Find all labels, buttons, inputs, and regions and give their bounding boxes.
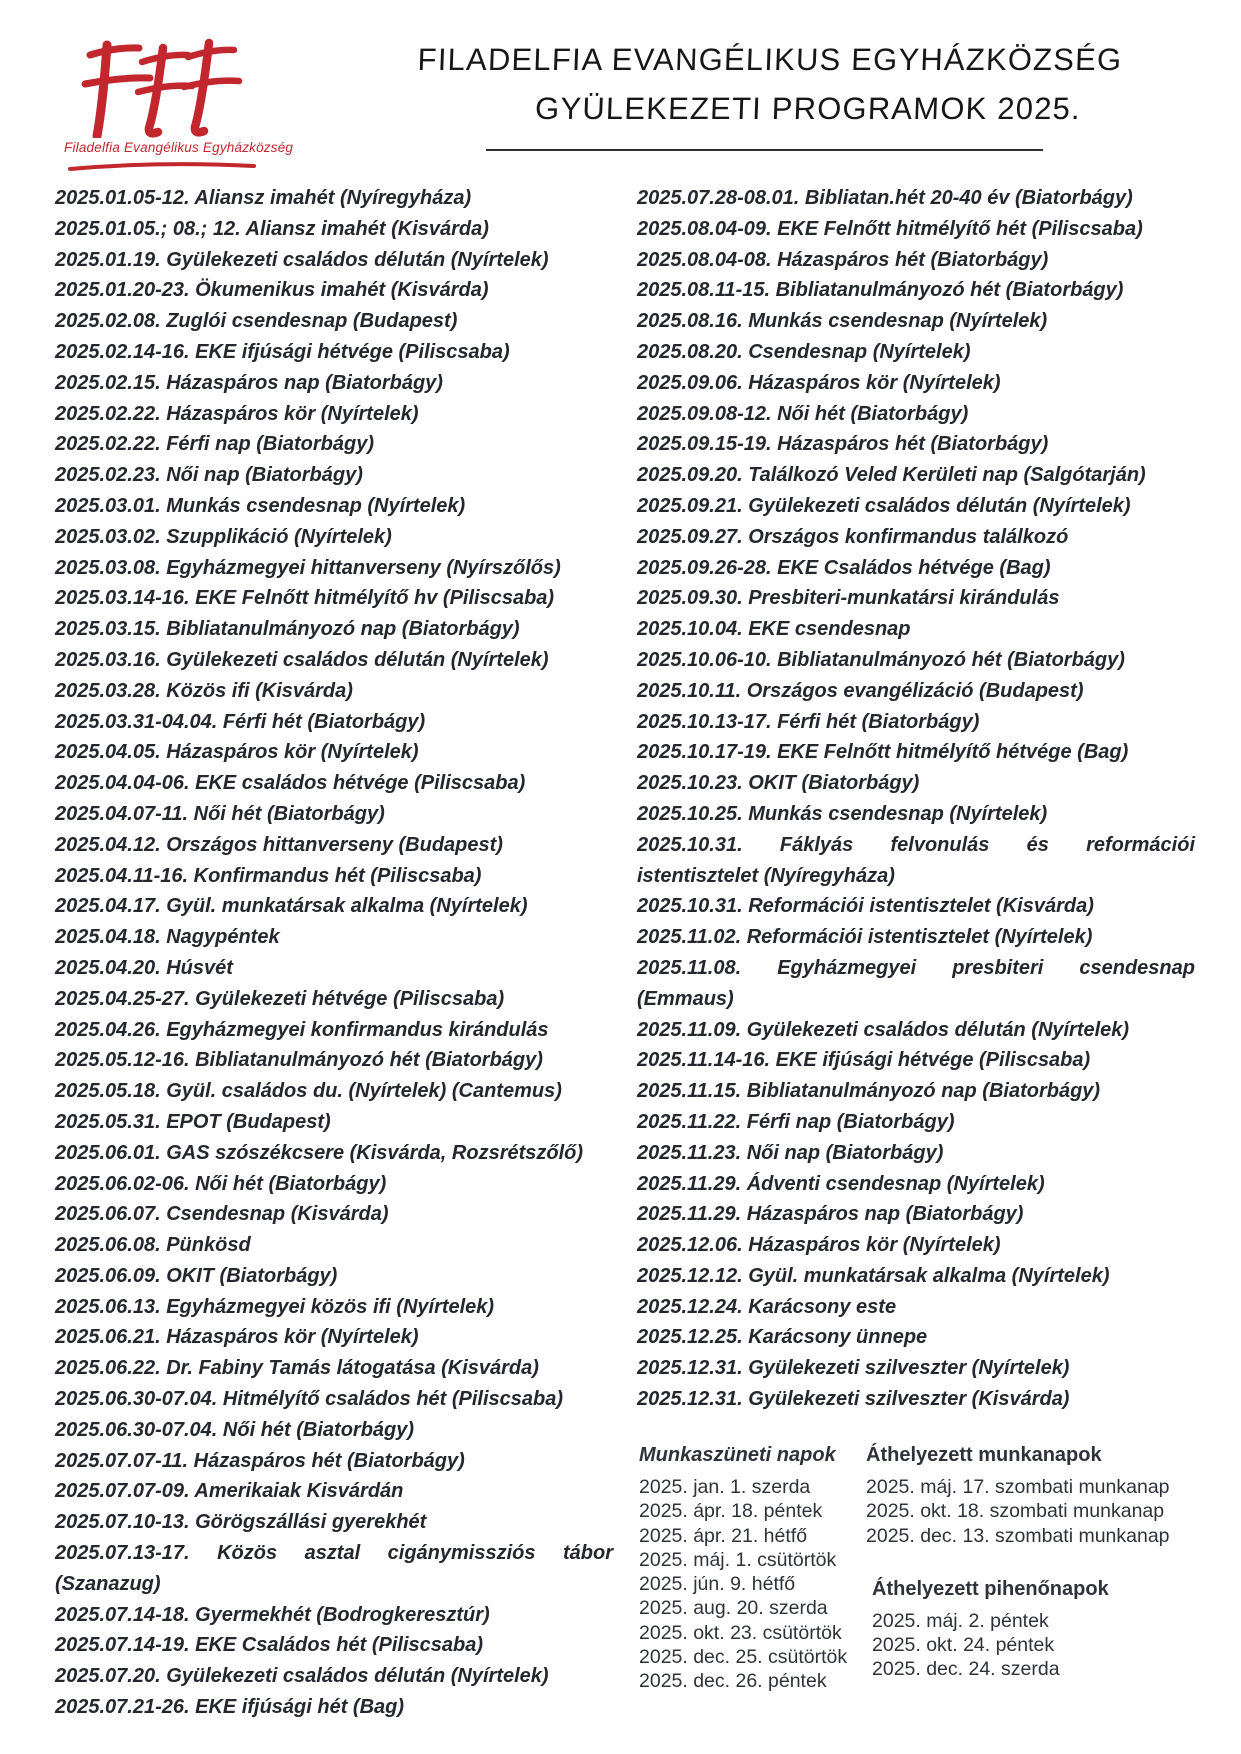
program-entry: 2025.02.23. Női nap (Biatorbágy) xyxy=(55,464,363,487)
church-logo xyxy=(62,34,294,174)
holiday-item: 2025. dec. 25. csütörtök xyxy=(639,1646,848,1669)
moved-restday-item: 2025. okt. 24. péntek xyxy=(872,1634,1055,1657)
program-entry: 2025.06.30-07.04. Hitmélyítő családos hét (Piliscsaba) xyxy=(55,1388,564,1411)
program-entry: 2025.11.08. Egyházmegyei presbiteri csendesnap (Emmaus) xyxy=(637,956,1195,1010)
program-entry: 2025.04.20. Húsvét xyxy=(55,956,233,979)
program-entry: 2025.04.04-06. EKE családos hétvége (Piliscsaba) xyxy=(55,772,526,795)
program-entry: 2025.08.16. Munkás csendesnap (Nyírtelek) xyxy=(637,310,1048,333)
program-entry: 2025.10.31. Fáklyás felvonulás és reformációi istentisztelet (Nyíregyháza) xyxy=(637,833,1195,887)
program-entry: 2025.03.08. Egyházmegyei hittanverseny (Nyírszőlős) xyxy=(55,556,561,579)
program-entry: 2025.06.30-07.04. Női hét (Biatorbágy) xyxy=(55,1418,415,1441)
program-entry: 2025.09.15-19. Házaspáros hét (Biatorbágy) xyxy=(637,433,1049,456)
program-entry: 2025.03.16. Gyülekezeti családos délután (Nyírtelek) xyxy=(55,648,549,671)
program-entry: 2025.07.21-26. EKE ifjúsági hét (Bag) xyxy=(55,1696,405,1719)
program-entry: 2025.12.31. Gyülekezeti szilveszter (Kisvárda) xyxy=(637,1388,1070,1411)
program-entry: 2025.09.08-12. Női hét (Biatorbágy) xyxy=(637,402,969,425)
program-entry: 2025.12.06. Házaspáros kör (Nyírtelek) xyxy=(637,1234,1001,1257)
program-entry: 2025.03.15. Bibliatanulmányozó nap (Biatorbágy) xyxy=(55,618,520,641)
program-entry: 2025.05.31. EPOT (Budapest) xyxy=(55,1110,331,1133)
program-entry: 2025.03.31-04.04. Férfi hét (Biatorbágy) xyxy=(55,710,426,733)
program-entry: 2025.11.22. Férfi nap (Biatorbágy) xyxy=(637,1110,955,1133)
program-entry: 2025.07.07-09. Amerikaiak Kisvárdán xyxy=(55,1480,404,1503)
program-entry: 2025.11.15. Bibliatanulmányozó nap (Biatorbágy) xyxy=(637,1080,1101,1103)
moved-restday-item: 2025. máj. 2. péntek xyxy=(872,1609,1049,1632)
program-entry: 2025.09.30. Presbiteri-munkatársi kirándulás xyxy=(637,587,1060,610)
program-entry: 2025.08.04-09. EKE Felnőtt hitmélyítő hét (Piliscsaba) xyxy=(637,217,1143,240)
program-entry: 2025.06.21. Házaspáros kör (Nyírtelek) xyxy=(55,1326,419,1349)
program-entry: 2025.10.17-19. EKE Felnőtt hitmélyítő hétvége (Bag) xyxy=(637,741,1129,764)
program-entry: 2025.06.08. Pünkösd xyxy=(55,1234,251,1257)
moved-workdays-title: Áthelyezett munkanapok xyxy=(866,1444,1102,1466)
program-entry: 2025.04.12. Országos hittanverseny (Budapest) xyxy=(55,833,503,856)
program-entry: 2025.10.06-10. Bibliatanulmányozó hét (Biatorbágy) xyxy=(637,648,1125,671)
program-entry: 2025.10.31. Reformációi istentisztelet (Kisvárda) xyxy=(637,895,1094,918)
program-entry: 2025.03.02. Szupplikáció (Nyírtelek) xyxy=(55,525,392,548)
program-entry: 2025.07.14-18. Gyermekhét (Bodrogkeresztúr) xyxy=(55,1603,490,1626)
program-entry: 2025.07.07-11. Házaspáros hét (Biatorbágy) xyxy=(55,1449,465,1472)
program-entry: 2025.02.22. Házaspáros kör (Nyírtelek) xyxy=(55,402,419,425)
program-entry: 2025.08.04-08. Házaspáros hét (Biatorbágy) xyxy=(637,248,1049,271)
program-entry: 2025.01.19. Gyülekezeti családos délután (Nyírtelek) xyxy=(55,248,549,271)
program-entry: 2025.11.29. Ádventi csendesnap (Nyírtelek) xyxy=(637,1172,1045,1195)
program-entry: 2025.07.13-17. Közös asztal cigánymissziós tábor (Szanazug) xyxy=(55,1542,613,1595)
title-divider xyxy=(486,149,1043,151)
program-entry: 2025.02.22. Férfi nap (Biatorbágy) xyxy=(55,433,375,456)
program-entry: 2025.08.20. Csendesnap (Nyírtelek) xyxy=(637,340,971,363)
program-entry: 2025.03.14-16. EKE Felnőtt hitmélyítő hv (Piliscsaba) xyxy=(55,587,555,610)
holiday-item: 2025. jún. 9. hétfő xyxy=(639,1573,796,1596)
program-entry: 2025.08.11-15. Bibliatanulmányozó hét (Biatorbágy) xyxy=(637,279,1124,302)
program-entry: 2025.07.10-13. Görögszállási gyerekhét xyxy=(55,1511,427,1534)
program-entry: 2025.10.11. Országos evangélizáció (Budapest) xyxy=(637,679,1084,702)
moved-restdays-group xyxy=(872,1578,1206,1682)
logo-underline-swoosh-icon xyxy=(66,160,258,172)
program-entry: 2025.04.07-11. Női hét (Biatorbágy) xyxy=(55,802,385,825)
holidays-list xyxy=(639,1475,884,1694)
moved-workdays-group xyxy=(866,1444,1206,1548)
program-entry: 2025.01.05.; 08.; 12. Aliansz imahét (Kisvárda) xyxy=(55,217,489,240)
program-entry: 2025.11.29. Házaspáros nap (Biatorbágy) xyxy=(637,1203,1024,1226)
program-entry: 2025.06.22. Dr. Fabiny Tamás látogatása (Kisvárda) xyxy=(55,1357,539,1380)
moved-days-section xyxy=(866,1444,1206,1682)
program-entry: 2025.07.28-08.01. Bibliatan.hét 20-40 év (Biatorbágy) xyxy=(637,187,1133,209)
moved-workdays-list xyxy=(866,1475,1206,1548)
moved-workday-item: 2025. dec. 13. szombati munkanap xyxy=(866,1524,1170,1547)
holiday-item: 2025. okt. 23. csütörtök xyxy=(639,1621,842,1644)
moved-workday-item: 2025. okt. 18. szombati munkanap xyxy=(866,1500,1165,1523)
program-entry: 2025.10.13-17. Férfi hét (Biatorbágy) xyxy=(637,710,980,733)
moved-workday-item: 2025. máj. 17. szombati munkanap xyxy=(866,1476,1170,1498)
page-title xyxy=(320,42,1220,127)
program-entry: 2025.04.05. Házaspáros kör (Nyírtelek) xyxy=(55,741,419,764)
program-entry: 2025.12.31. Gyülekezeti szilveszter (Nyírtelek) xyxy=(637,1357,1070,1380)
program-entry: 2025.12.12. Gyül. munkatársak alkalma (Nyírtelek) xyxy=(637,1264,1110,1287)
program-entry: 2025.06.13. Egyházmegyei közös ifi (Nyírtelek) xyxy=(55,1295,495,1318)
program-entry: 2025.01.20-23. Ökumenikus imahét (Kisvárda) xyxy=(55,279,489,302)
logo-subtitle: Filadelfia Evangélikus Egyházközség xyxy=(64,140,294,155)
program-entry: 2025.04.11-16. Konfirmandus hét (Piliscsaba) xyxy=(55,864,482,887)
holidays-title: Munkaszüneti napok xyxy=(639,1444,836,1466)
program-entry: 2025.11.09. Gyülekezeti családos délután (Nyírtelek) xyxy=(637,1018,1130,1041)
program-entry: 2025.12.25. Karácsony ünnepe xyxy=(637,1326,928,1349)
program-entry: 2025.09.20. Találkozó Veled Kerületi nap (Salgótarján) xyxy=(637,464,1146,487)
program-entry: 2025.04.25-27. Gyülekezeti hétvége (Piliscsaba) xyxy=(55,987,505,1010)
program-entry: 2025.06.02-06. Női hét (Biatorbágy) xyxy=(55,1172,387,1195)
logo-fee-monogram-icon xyxy=(76,36,246,138)
moved-restdays-list xyxy=(872,1609,1206,1682)
moved-restday-item: 2025. dec. 24. szerda xyxy=(872,1658,1060,1681)
program-entry: 2025.12.24. Karácsony este xyxy=(637,1295,897,1318)
program-entry: 2025.03.01. Munkás csendesnap (Nyírtelek) xyxy=(55,494,466,517)
holiday-item: 2025. máj. 1. csütörtök xyxy=(639,1548,837,1571)
holiday-item: 2025. ápr. 21. hétfő xyxy=(639,1524,808,1547)
program-entry: 2025.03.28. Közös ifi (Kisvárda) xyxy=(55,679,353,702)
program-entry: 2025.06.01. GAS szószékcsere (Kisvárda, Rozsrétszőlő) xyxy=(55,1141,584,1164)
program-entry: 2025.07.20. Gyülekezeti családos délután (Nyírtelek) xyxy=(55,1665,549,1688)
holidays-section xyxy=(639,1444,884,1694)
holiday-item: 2025. dec. 26. péntek xyxy=(639,1670,827,1693)
program-column-right xyxy=(637,183,1195,1415)
program-entry: 2025.09.26-28. EKE Családos hétvége (Bag) xyxy=(637,556,1051,579)
program-entry: 2025.11.14-16. EKE ifjúsági hétvége (Piliscsaba) xyxy=(637,1049,1091,1072)
program-entry: 2025.04.26. Egyházmegyei konfirmandus kirándulás xyxy=(55,1018,549,1041)
program-entry: 2025.09.21. Gyülekezeti családos délután (Nyírtelek) xyxy=(637,494,1131,517)
program-column-left xyxy=(55,183,613,1723)
holiday-item: 2025. aug. 20. szerda xyxy=(639,1597,828,1620)
program-entry: 2025.02.14-16. EKE ifjúsági hétvége (Piliscsaba) xyxy=(55,340,510,363)
program-entry: 2025.10.04. EKE csendesnap xyxy=(637,618,911,641)
program-entry: 2025.01.05-12. Aliansz imahét (Nyíregyháza) xyxy=(55,187,472,209)
program-entry: 2025.09.27. Országos konfirmandus találkozó xyxy=(637,525,1069,548)
program-entry: 2025.10.25. Munkás csendesnap (Nyírtelek) xyxy=(637,802,1048,825)
program-entry: 2025.07.14-19. EKE Családos hét (Piliscsaba) xyxy=(55,1634,483,1657)
program-entry: 2025.02.15. Házaspáros nap (Biatorbágy) xyxy=(55,371,443,394)
program-entry: 2025.06.07. Csendesnap (Kisvárda) xyxy=(55,1203,389,1226)
program-entry: 2025.11.23. Női nap (Biatorbágy) xyxy=(637,1141,944,1164)
program-entry: 2025.05.18. Gyül. családos du. (Nyírtelek) (Cantemus) xyxy=(55,1080,562,1103)
program-entry: 2025.06.09. OKIT (Biatorbágy) xyxy=(55,1264,338,1287)
program-entry: 2025.10.23. OKIT (Biatorbágy) xyxy=(637,772,920,795)
holiday-item: 2025. jan. 1. szerda xyxy=(639,1476,811,1498)
program-entry: 2025.04.18. Nagypéntek xyxy=(55,926,280,949)
program-entry: 2025.02.08. Zuglói csendesnap (Budapest) xyxy=(55,310,458,333)
holiday-item: 2025. ápr. 18. péntek xyxy=(639,1500,823,1523)
title-line-2: GYÜLEKEZETI PROGRAMOK 2025. xyxy=(534,91,1082,126)
program-entry: 2025.04.17. Gyül. munkatársak alkalma (Nyírtelek) xyxy=(55,895,528,918)
program-entry: 2025.09.06. Házaspáros kör (Nyírtelek) xyxy=(637,371,1001,394)
title-line-1: FILADELFIA EVANGÉLIKUS EGYHÁZKÖZSÉG xyxy=(417,42,1123,77)
moved-restdays-title: Áthelyezett pihenőnapok xyxy=(872,1577,1109,1600)
program-entry: 2025.11.02. Reformációi istentisztelet (Nyírtelek) xyxy=(637,926,1093,949)
program-entry: 2025.05.12-16. Bibliatanulmányozó hét (Biatorbágy) xyxy=(55,1049,543,1072)
